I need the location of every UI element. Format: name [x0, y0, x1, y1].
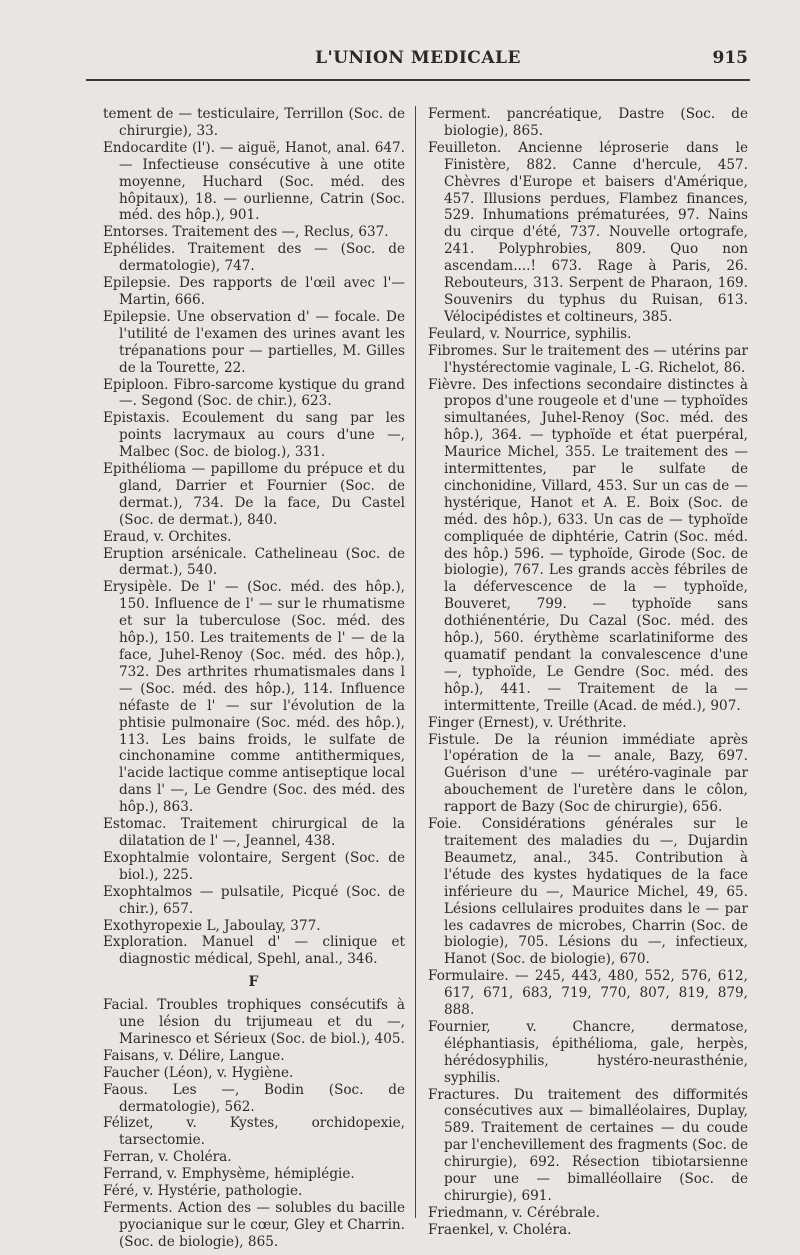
index-entry: Eruption arsénicale. Cathelineau (Soc. de dermat.), 540.	[103, 545, 405, 579]
section-letter-f: F	[248, 974, 260, 991]
index-entry: Exophtalmos — pulsatile, Picqué (Soc. de chir.), 657.	[103, 883, 405, 917]
index-entry: Faisans, v. Délire, Langue.	[103, 1047, 285, 1064]
index-entry: Fistule. De la réunion immédiate après l'opération de la — anale, Bazy, 697. Guérison d'une — urétéro-vaginale par abouchement de l'uretère dans le côlon, rapport de Bazy (Soc de chirurgie), 656.	[428, 731, 748, 816]
index-entry: Entorses. Traitement des —, Reclus, 637.	[103, 224, 389, 241]
index-entry: Fractures. Du traitement des difformités consécutives aux — bimalléolaires, Duplay, 589. Traitement de certaines — du coude par l'enchevillement des fragments (Soc. de chirurgie), 692. Résection tibiotarsienne pour une — bimalléollaire (Soc. de chirurgie), 691.	[428, 1086, 748, 1204]
index-entry: Ephélides. Traitement des — (Soc. de dermatologie), 747.	[103, 241, 405, 275]
column-divider	[415, 106, 416, 1218]
index-entry: Félizet, v. Kystes, orchidopexie, tarsectomie.	[103, 1115, 405, 1149]
index-entry: Exploration. Manuel d' — clinique et diagnostic médical, Spehl, anal., 346.	[103, 934, 405, 968]
index-entry: Epistaxis. Ecoulement du sang par les points lacrymaux au cours d'une —, Malbec (Soc. de biolog.), 331.	[103, 410, 405, 461]
index-entry: Foie. Considérations générales sur le traitement des maladies du —, Dujardin Beaumetz, anal., 345. Contribution à l'étude des kystes hydatiques de la face inférieure du —, Maurice Michel, 49, 65. Lésions cellulaires produites dans le — par les cadavres de microbes, Charrin (Soc. de biologie), 705. Lésions du —, infectieux, Hanot (Soc. de biologie), 670.	[428, 816, 748, 968]
page-header	[88, 48, 748, 76]
index-entry: Feulard, v. Nourrice, syphilis.	[428, 325, 632, 342]
index-entry: Ferran, v. Choléra.	[103, 1149, 232, 1166]
index-entry: Finger (Ernest), v. Uréthrite.	[428, 714, 627, 731]
index-entry: Ferments. Action des — solubles du bacille pyocianique sur le cœur, Gley et Charrin. (Soc. de biologie), 865.	[103, 1200, 405, 1250]
left-column	[103, 106, 405, 1251]
index-entry: Epilepsie. Des rapports de l'œil avec l'— Martin, 666.	[103, 275, 405, 308]
index-entry: Fournier, v. Chancre, dermatose, éléphantiasis, épithélioma, gale, herpès, hérédosyphilis, hystéro-neurasthénie, syphilis.	[428, 1018, 748, 1086]
index-entry: Eraud, v. Orchites.	[103, 528, 232, 545]
index-entry: Féré, v. Hystérie, pathologie.	[103, 1183, 303, 1200]
index-entry: Estomac. Traitement chirurgical de la dilatation de l' —, Jeannel, 438.	[103, 816, 405, 849]
index-entry: Friedmann, v. Cérébrale.	[428, 1204, 600, 1221]
index-entry: Ferrand, v. Emphysème, hémiplégie.	[103, 1166, 355, 1183]
index-entry: Fibromes. Sur le traitement des — utérins par l'hystérectomie vaginale, L -G. Richelot, 86.	[428, 342, 748, 376]
header-rule	[86, 79, 750, 81]
index-entry: Ferment. pancréatique, Dastre (Soc. de biologie), 865.	[428, 106, 748, 139]
index-entry: Epilepsie. Une observation d' — focale. De l'utilité de l'examen des urines avant les trépanations pour — partielles, M. Gilles de la Tourette, 22.	[103, 308, 405, 376]
index-entry: Facial. Troubles trophiques consécutifs à une lésion du trijumeau et du —, Marinesco et Sérieux (Soc. de biol.), 405.	[103, 997, 405, 1047]
index-entry: tement de — testiculaire, Terrillon (Soc. de chirurgie), 33.	[103, 106, 405, 139]
index-entry: Faucher (Léon), v. Hygiène.	[103, 1064, 294, 1081]
index-entry: Exophtalmie volontaire, Sergent (Soc. de biol.), 225.	[103, 849, 405, 883]
index-entry: Fièvre. Des infections secondaire distinctes à propos d'une rougeole et d'une — typhoïdes simultanées, Juhel-Renoy (Soc. méd. des hôp.), 364. — typhoïde et état puerpéral, Maurice Michel, 355. Le traitement des — intermittentes, par le sulfate de cinchonidine, Villard, 453. Sur un cas de — hystérique, Hanot et A. E. Boix (Soc. de méd. des hôp.), 633. Un cas de — typhoïde compliquée de diphtérie, Catrin (Soc. méd. des hôp.) 596. — typhoïde, Girode (Soc. de biologie), 767. Les grands accès fébriles de la défervescence de la — typhoïde, Bouveret, 799. — typhoïde sans dothiénentérie, Du Cazal (Soc. méd. des hôp.), 560. érythème scarlatiniforme des quamatif pendant la convalescence d'une —, typhoïde, Le Gendre (Soc. méd. des hôp.), 441. — Traitement de la — intermittente, Treille (Acad. de méd.), 907.	[428, 376, 748, 714]
index-entry: Exothyropexie L, Jaboulay, 377.	[103, 917, 321, 934]
index-entry: Erysipèle. De l' — (Soc. méd. des hôp.), 150. Influence de l' — sur le rhumatisme et sur la tuberculose (Soc. méd. des hôp.), 150. Les traitements de l' — de la face, Juhel-Renoy (Soc. méd. des hôp.), 732. Des arthrites rhumatismales dans l — (Soc. méd. des hôp.), 114. Influence néfaste de l' — sur l'évolution de la phtisie pulmonaire (Soc. méd. des hôp.), 113. Les bains froids, le sulfate de cinchonamine comme antithermiques, l'acide lactique comme antiseptique local dans l' —, Le Gendre (Soc. des méd. des hôp.), 863.	[103, 579, 405, 816]
index-entry: Epiploon. Fibro-sarcome kystique du grand —. Segond (Soc. de chir.), 623.	[103, 376, 405, 410]
right-column	[428, 106, 748, 1239]
index-entry: Feuilleton. Ancienne léproserie dans le Finistère, 882. Canne d'hercule, 457. Chèvres d'Europe et baisers d'Amérique, 457. Illusions perdues, Flambez finances, 529. Inhumations prématurées, 97. Nains du cirque d'été, 737. Nouvelle ortografe, 241. Polyphrobies, 809. Quo non ascendam....! 673. Rage à Paris, 26. Rebouteurs, 313. Serpent de Pharaon, 169. Souvenirs du typhus du Ruisan, 613. Vélocipédistes et coltineurs, 385.	[428, 139, 748, 325]
index-entry: Faous. Les —, Bodin (Soc. de dermatologie), 562.	[103, 1081, 405, 1115]
index-entry: Endocardite (l'). — aiguë, Hanot, anal. 647. — Infectieuse consécutive à une otite moyenne, Huchard (Soc. méd. des hôpitaux), 18. — ourlienne, Catrin (Soc. méd. des hôp.), 901.	[103, 139, 405, 224]
index-entry: Epithélioma — papillome du prépuce et du gland, Darrier et Fournier (Soc. de dermat.), 734. De la face, Du Castel (Soc. de dermat.), 840.	[103, 461, 405, 528]
page-number: 915	[712, 48, 748, 68]
index-entry: Formulaire. — 245, 443, 480, 552, 576, 612, 617, 671, 683, 719, 770, 807, 819, 879, 888.	[428, 968, 748, 1019]
index-entry: Fraenkel, v. Choléra.	[428, 1221, 572, 1238]
running-title: L'UNION MEDICALE	[315, 48, 521, 68]
